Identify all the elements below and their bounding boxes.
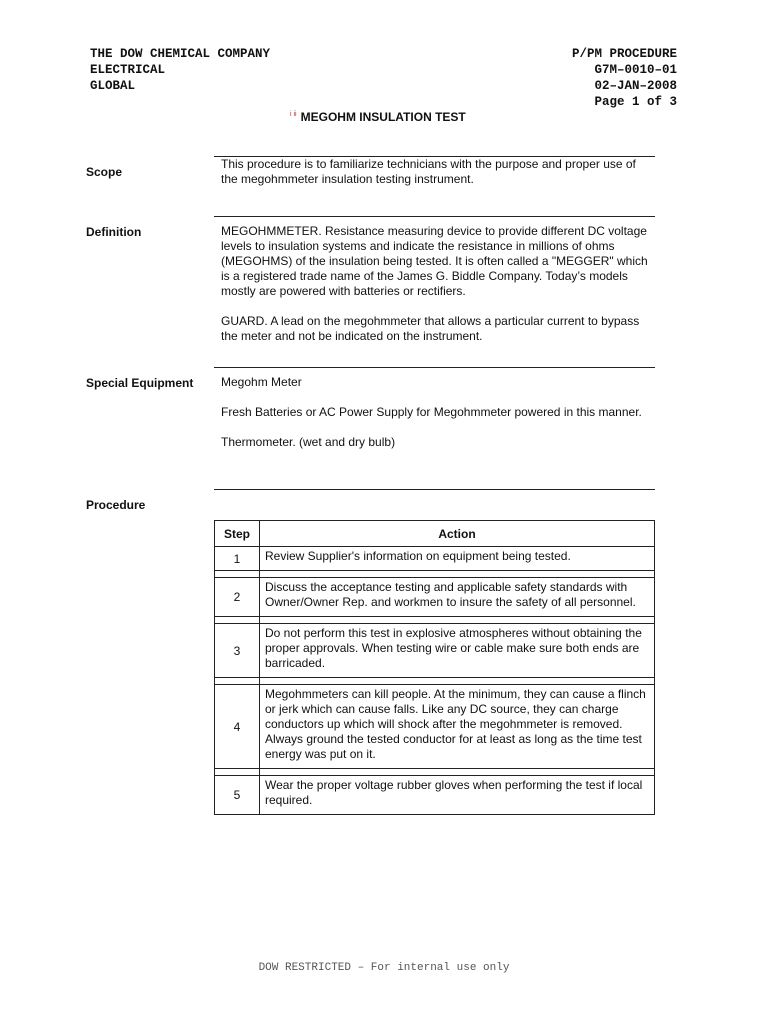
step-number: 4 bbox=[215, 685, 260, 769]
step-column-header: Step bbox=[215, 521, 260, 547]
scope-text bbox=[221, 157, 651, 187]
document-type: P/PM PROCEDURE bbox=[571, 47, 677, 61]
equipment-divider bbox=[214, 367, 655, 368]
equipment-item: Thermometer. (wet and dry bulb) bbox=[221, 435, 396, 449]
action-column-header: Action bbox=[260, 521, 655, 547]
procedure-label: Procedure bbox=[86, 498, 146, 512]
definition-guard: GUARD. A lead on the megohmmeter that allows a particular current to bypass the meter and not be indicated on the instrument. bbox=[221, 314, 640, 343]
equipment-list bbox=[221, 375, 651, 450]
row-gap bbox=[215, 571, 655, 578]
equipment-item: Megohm Meter bbox=[221, 375, 302, 389]
definition-text bbox=[221, 224, 651, 344]
step-action: Wear the proper voltage rubber gloves when performing the test if local required. bbox=[260, 776, 655, 815]
company-name: THE DOW CHEMICAL COMPANY bbox=[90, 47, 271, 61]
company-header bbox=[90, 46, 270, 94]
step-number: 3 bbox=[215, 624, 260, 678]
row-gap bbox=[215, 678, 655, 685]
department: ELECTRICAL bbox=[90, 63, 166, 77]
definition-divider bbox=[214, 216, 655, 217]
step-action: Discuss the acceptance testing and applicable safety standards with Owner/Owner Rep. and workmen to insure the safety of all personnel. bbox=[260, 578, 655, 617]
step-number: 1 bbox=[215, 547, 260, 571]
page-number: Page 1 of 3 bbox=[594, 95, 677, 109]
region: GLOBAL bbox=[90, 79, 136, 93]
document-title bbox=[290, 110, 466, 124]
scope-label: Scope bbox=[86, 165, 123, 179]
step-number: 5 bbox=[215, 776, 260, 815]
definition-megohmmeter: MEGOHMMETER. Resistance measuring device to provide different DC voltage levels to insulation systems and indicate the resistance in millions of ohms (MEGOHMS) of the insulation being tested. It is often called a "MEGGER" which is a registered trade name of the James G. Biddle Company. Today’s models mostly are powered with batteries or rectifiers. bbox=[221, 224, 648, 298]
procedure-divider bbox=[214, 489, 655, 490]
step-number: 2 bbox=[215, 578, 260, 617]
document-info-header bbox=[480, 46, 677, 110]
row-gap bbox=[215, 617, 655, 624]
procedure-table bbox=[214, 520, 655, 815]
equipment-label: Special Equipment bbox=[86, 376, 194, 390]
step-action: Review Supplier's information on equipment being tested. bbox=[260, 547, 655, 571]
row-gap bbox=[215, 769, 655, 776]
definition-label: Definition bbox=[86, 225, 142, 239]
title-text: MEGOHM INSULATION TEST bbox=[300, 110, 466, 124]
step-action: Megohmmeters can kill people. At the minimum, they can cause a flinch or jerk which can cause falls. Like any DC source, they can charge conductors up which will shock after the megohmmeter is removed. Always ground the tested conductor for at least as long as the time test energy was put on it. bbox=[260, 685, 655, 769]
table-row bbox=[215, 685, 655, 769]
document-date: 02–JAN–2008 bbox=[594, 79, 677, 93]
scope-paragraph: This procedure is to familiarize technicians with the purpose and proper use of the megohmmeter insulation testing instrument. bbox=[221, 157, 636, 186]
footnote-marks: i ii bbox=[290, 111, 297, 118]
table-header-row bbox=[215, 521, 655, 547]
document-number: G7M–0010–01 bbox=[594, 63, 677, 77]
equipment-item: Fresh Batteries or AC Power Supply for Megohmmeter powered in this manner. bbox=[221, 405, 642, 419]
table-row bbox=[215, 578, 655, 617]
table-row bbox=[215, 776, 655, 815]
footer-restriction-notice: DOW RESTRICTED – For internal use only bbox=[258, 962, 510, 974]
table-row bbox=[215, 547, 655, 571]
table-row bbox=[215, 624, 655, 678]
step-action: Do not perform this test in explosive atmospheres without obtaining the proper approvals. When testing wire or cable make sure both ends are barricaded. bbox=[260, 624, 655, 678]
